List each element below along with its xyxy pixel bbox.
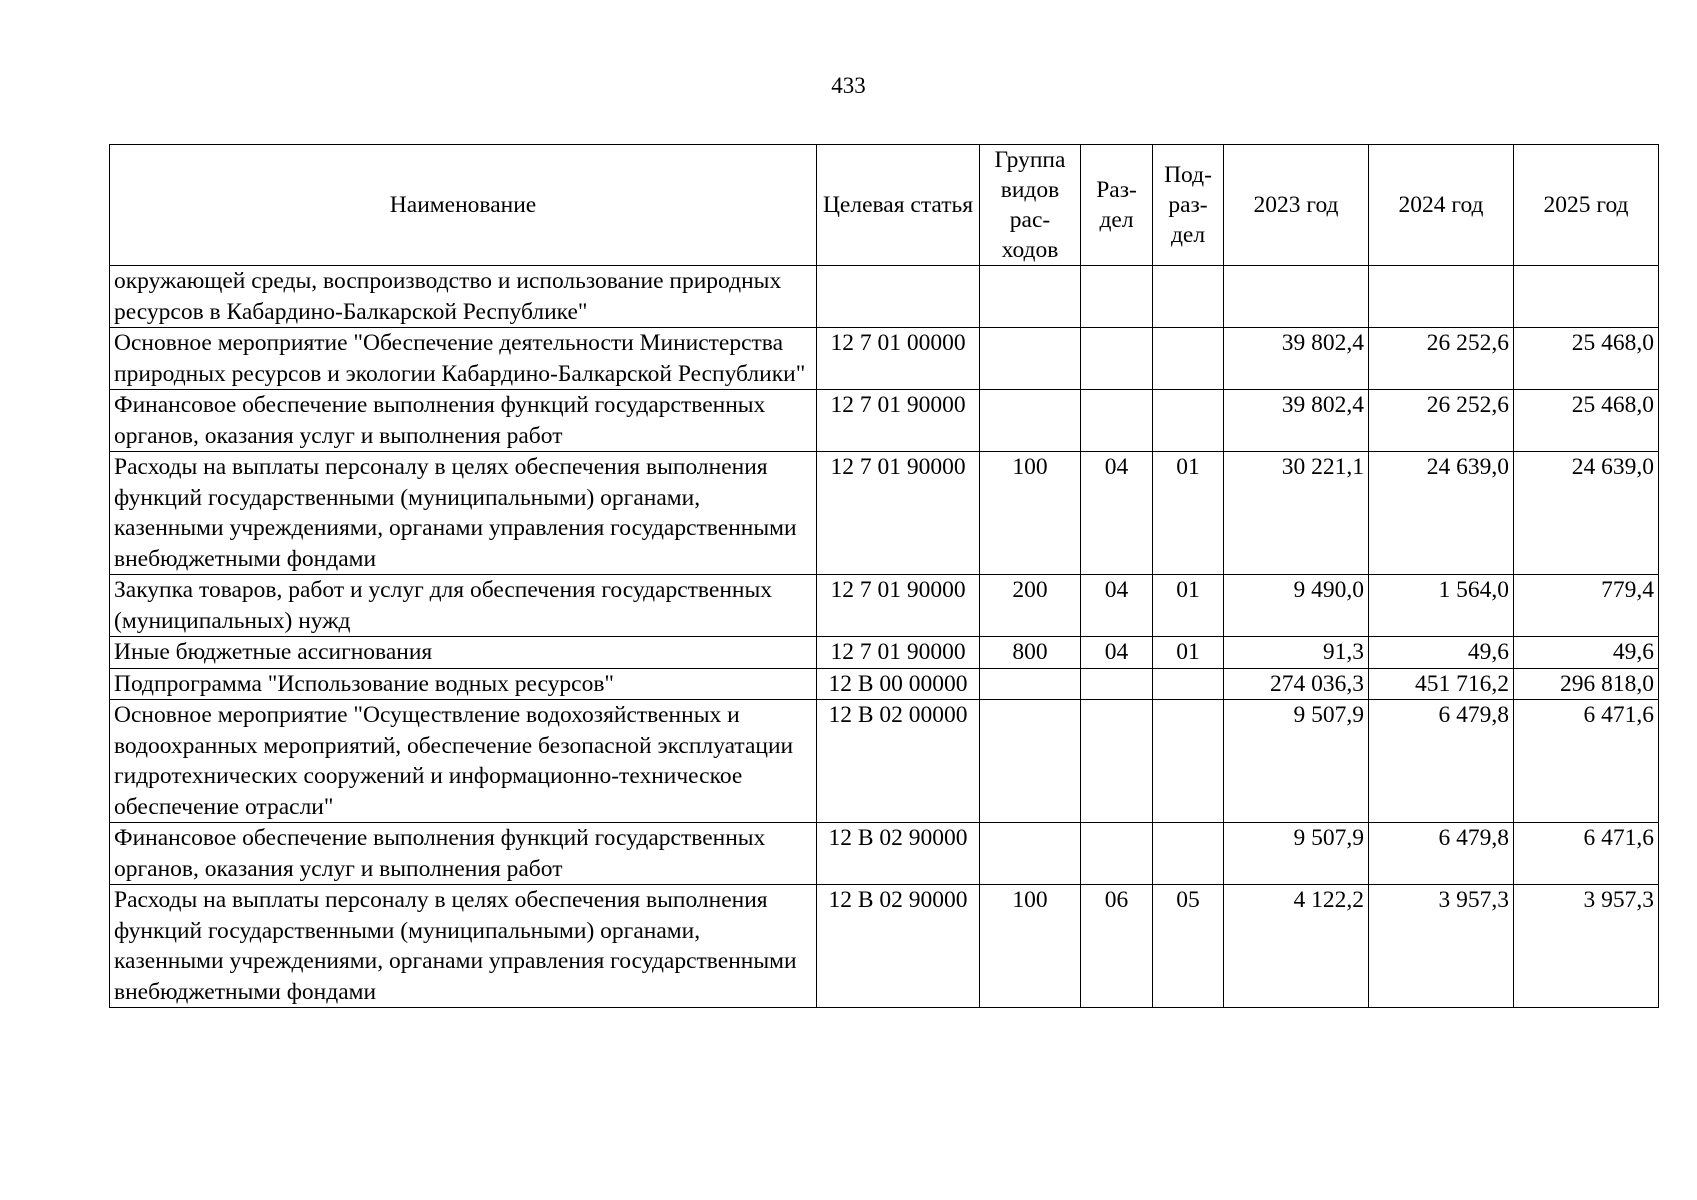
row-subsection: 01 [1153,452,1224,575]
row-2023: 30 221,1 [1224,452,1369,575]
row-subsection [1153,700,1224,823]
table-row [110,637,1659,669]
row-expense-group [980,266,1081,328]
row-expense-group [980,823,1081,885]
table-row [110,390,1659,452]
row-expense-group: 200 [980,575,1081,637]
row-subsection: 01 [1153,637,1224,669]
row-name: Расходы на выплаты персоналу в целях обеспечения выполнения функций государственными (муниципальными) органами, казенными учреждениями, органами управления государственными внебюджетными фондами [110,885,817,1008]
row-name: Финансовое обеспечение выполнения функций государственных органов, оказания услуг и выполнения работ [110,823,817,885]
row-name: Расходы на выплаты персоналу в целях обеспечения выполнения функций государственными (муниципальными) органами, казенными учреждениями, органами управления государственными внебюджетными фондами [110,452,817,575]
row-section [1081,266,1153,328]
row-2023: 9 490,0 [1224,575,1369,637]
row-2025: 6 471,6 [1514,823,1659,885]
row-subsection [1153,668,1224,700]
row-section [1081,328,1153,390]
row-2025: 25 468,0 [1514,328,1659,390]
row-target-article: 12 7 01 90000 [817,390,980,452]
row-expense-group: 800 [980,637,1081,669]
row-target-article: 12 В 02 90000 [817,885,980,1008]
row-section [1081,668,1153,700]
row-2024: 451 716,2 [1369,668,1514,700]
row-2023: 9 507,9 [1224,700,1369,823]
row-expense-group [980,390,1081,452]
row-target-article: 12 В 00 00000 [817,668,980,700]
row-2025: 49,6 [1514,637,1659,669]
row-subsection [1153,266,1224,328]
row-section: 04 [1081,575,1153,637]
row-subsection: 01 [1153,575,1224,637]
row-expense-group: 100 [980,452,1081,575]
row-subsection [1153,328,1224,390]
row-2023: 39 802,4 [1224,390,1369,452]
row-2023: 39 802,4 [1224,328,1369,390]
row-target-article: 12 7 01 90000 [817,637,980,669]
header-2024: 2024 год [1369,145,1514,266]
row-subsection [1153,823,1224,885]
header-subsection: Под-раз-дел [1153,145,1224,266]
row-section [1081,700,1153,823]
table-row [110,885,1659,1008]
row-target-article: 12 7 01 90000 [817,575,980,637]
row-2024: 6 479,8 [1369,700,1514,823]
row-2024: 26 252,6 [1369,328,1514,390]
row-2024: 6 479,8 [1369,823,1514,885]
table-row [110,328,1659,390]
table-row [110,452,1659,575]
row-2025 [1514,266,1659,328]
row-target-article: 12 7 01 90000 [817,452,980,575]
row-2024: 1 564,0 [1369,575,1514,637]
row-expense-group [980,700,1081,823]
row-2025: 6 471,6 [1514,700,1659,823]
table-row [110,575,1659,637]
row-subsection: 05 [1153,885,1224,1008]
row-name: Основное мероприятие "Осуществление водохозяйственных и водоохранных мероприятий, обеспечение безопасной эксплуатации гидротехнических сооружений и информационно-техническое обеспечение отрасли" [110,700,817,823]
table-row [110,700,1659,823]
row-name: Подпрограмма "Использование водных ресурсов" [110,668,817,700]
row-name: окружающей среды, воспроизводство и использование природных ресурсов в Кабардино-Балкарской Республике" [110,266,817,328]
row-2024 [1369,266,1514,328]
table-header-row [110,145,1659,266]
row-expense-group [980,328,1081,390]
row-2023 [1224,266,1369,328]
row-name: Закупка товаров, работ и услуг для обеспечения государственных (муниципальных) нужд [110,575,817,637]
row-2023: 4 122,2 [1224,885,1369,1008]
row-2023: 274 036,3 [1224,668,1369,700]
header-section: Раз-дел [1081,145,1153,266]
row-target-article: 12 В 02 00000 [817,700,980,823]
table-row [110,266,1659,328]
header-name: Наименование [110,145,817,266]
header-target-article: Целевая статья [817,145,980,266]
row-2025: 25 468,0 [1514,390,1659,452]
row-name: Иные бюджетные ассигнования [110,637,817,669]
table-row [110,823,1659,885]
row-section [1081,823,1153,885]
header-expense-group: Группа видов рас-ходов [980,145,1081,266]
row-expense-group [980,668,1081,700]
row-name: Основное мероприятие "Обеспечение деятельности Министерства природных ресурсов и экологии Кабардино-Балкарской Республики" [110,328,817,390]
table-row [110,668,1659,700]
row-section: 06 [1081,885,1153,1008]
row-target-article: 12 7 01 00000 [817,328,980,390]
row-2024: 3 957,3 [1369,885,1514,1008]
row-2023: 9 507,9 [1224,823,1369,885]
row-subsection [1153,390,1224,452]
row-target-article [817,266,980,328]
row-section [1081,390,1153,452]
row-section: 04 [1081,452,1153,575]
row-2024: 26 252,6 [1369,390,1514,452]
header-2025: 2025 год [1514,145,1659,266]
row-2024: 49,6 [1369,637,1514,669]
row-name: Финансовое обеспечение выполнения функций государственных органов, оказания услуг и выполнения работ [110,390,817,452]
row-2023: 91,3 [1224,637,1369,669]
row-target-article: 12 В 02 90000 [817,823,980,885]
header-2023: 2023 год [1224,145,1369,266]
row-2024: 24 639,0 [1369,452,1514,575]
row-2025: 3 957,3 [1514,885,1659,1008]
page-number: 433 [831,73,866,98]
row-2025: 296 818,0 [1514,668,1659,700]
row-2025: 24 639,0 [1514,452,1659,575]
row-expense-group: 100 [980,885,1081,1008]
row-2025: 779,4 [1514,575,1659,637]
row-section: 04 [1081,637,1153,669]
budget-table [109,144,1659,1008]
